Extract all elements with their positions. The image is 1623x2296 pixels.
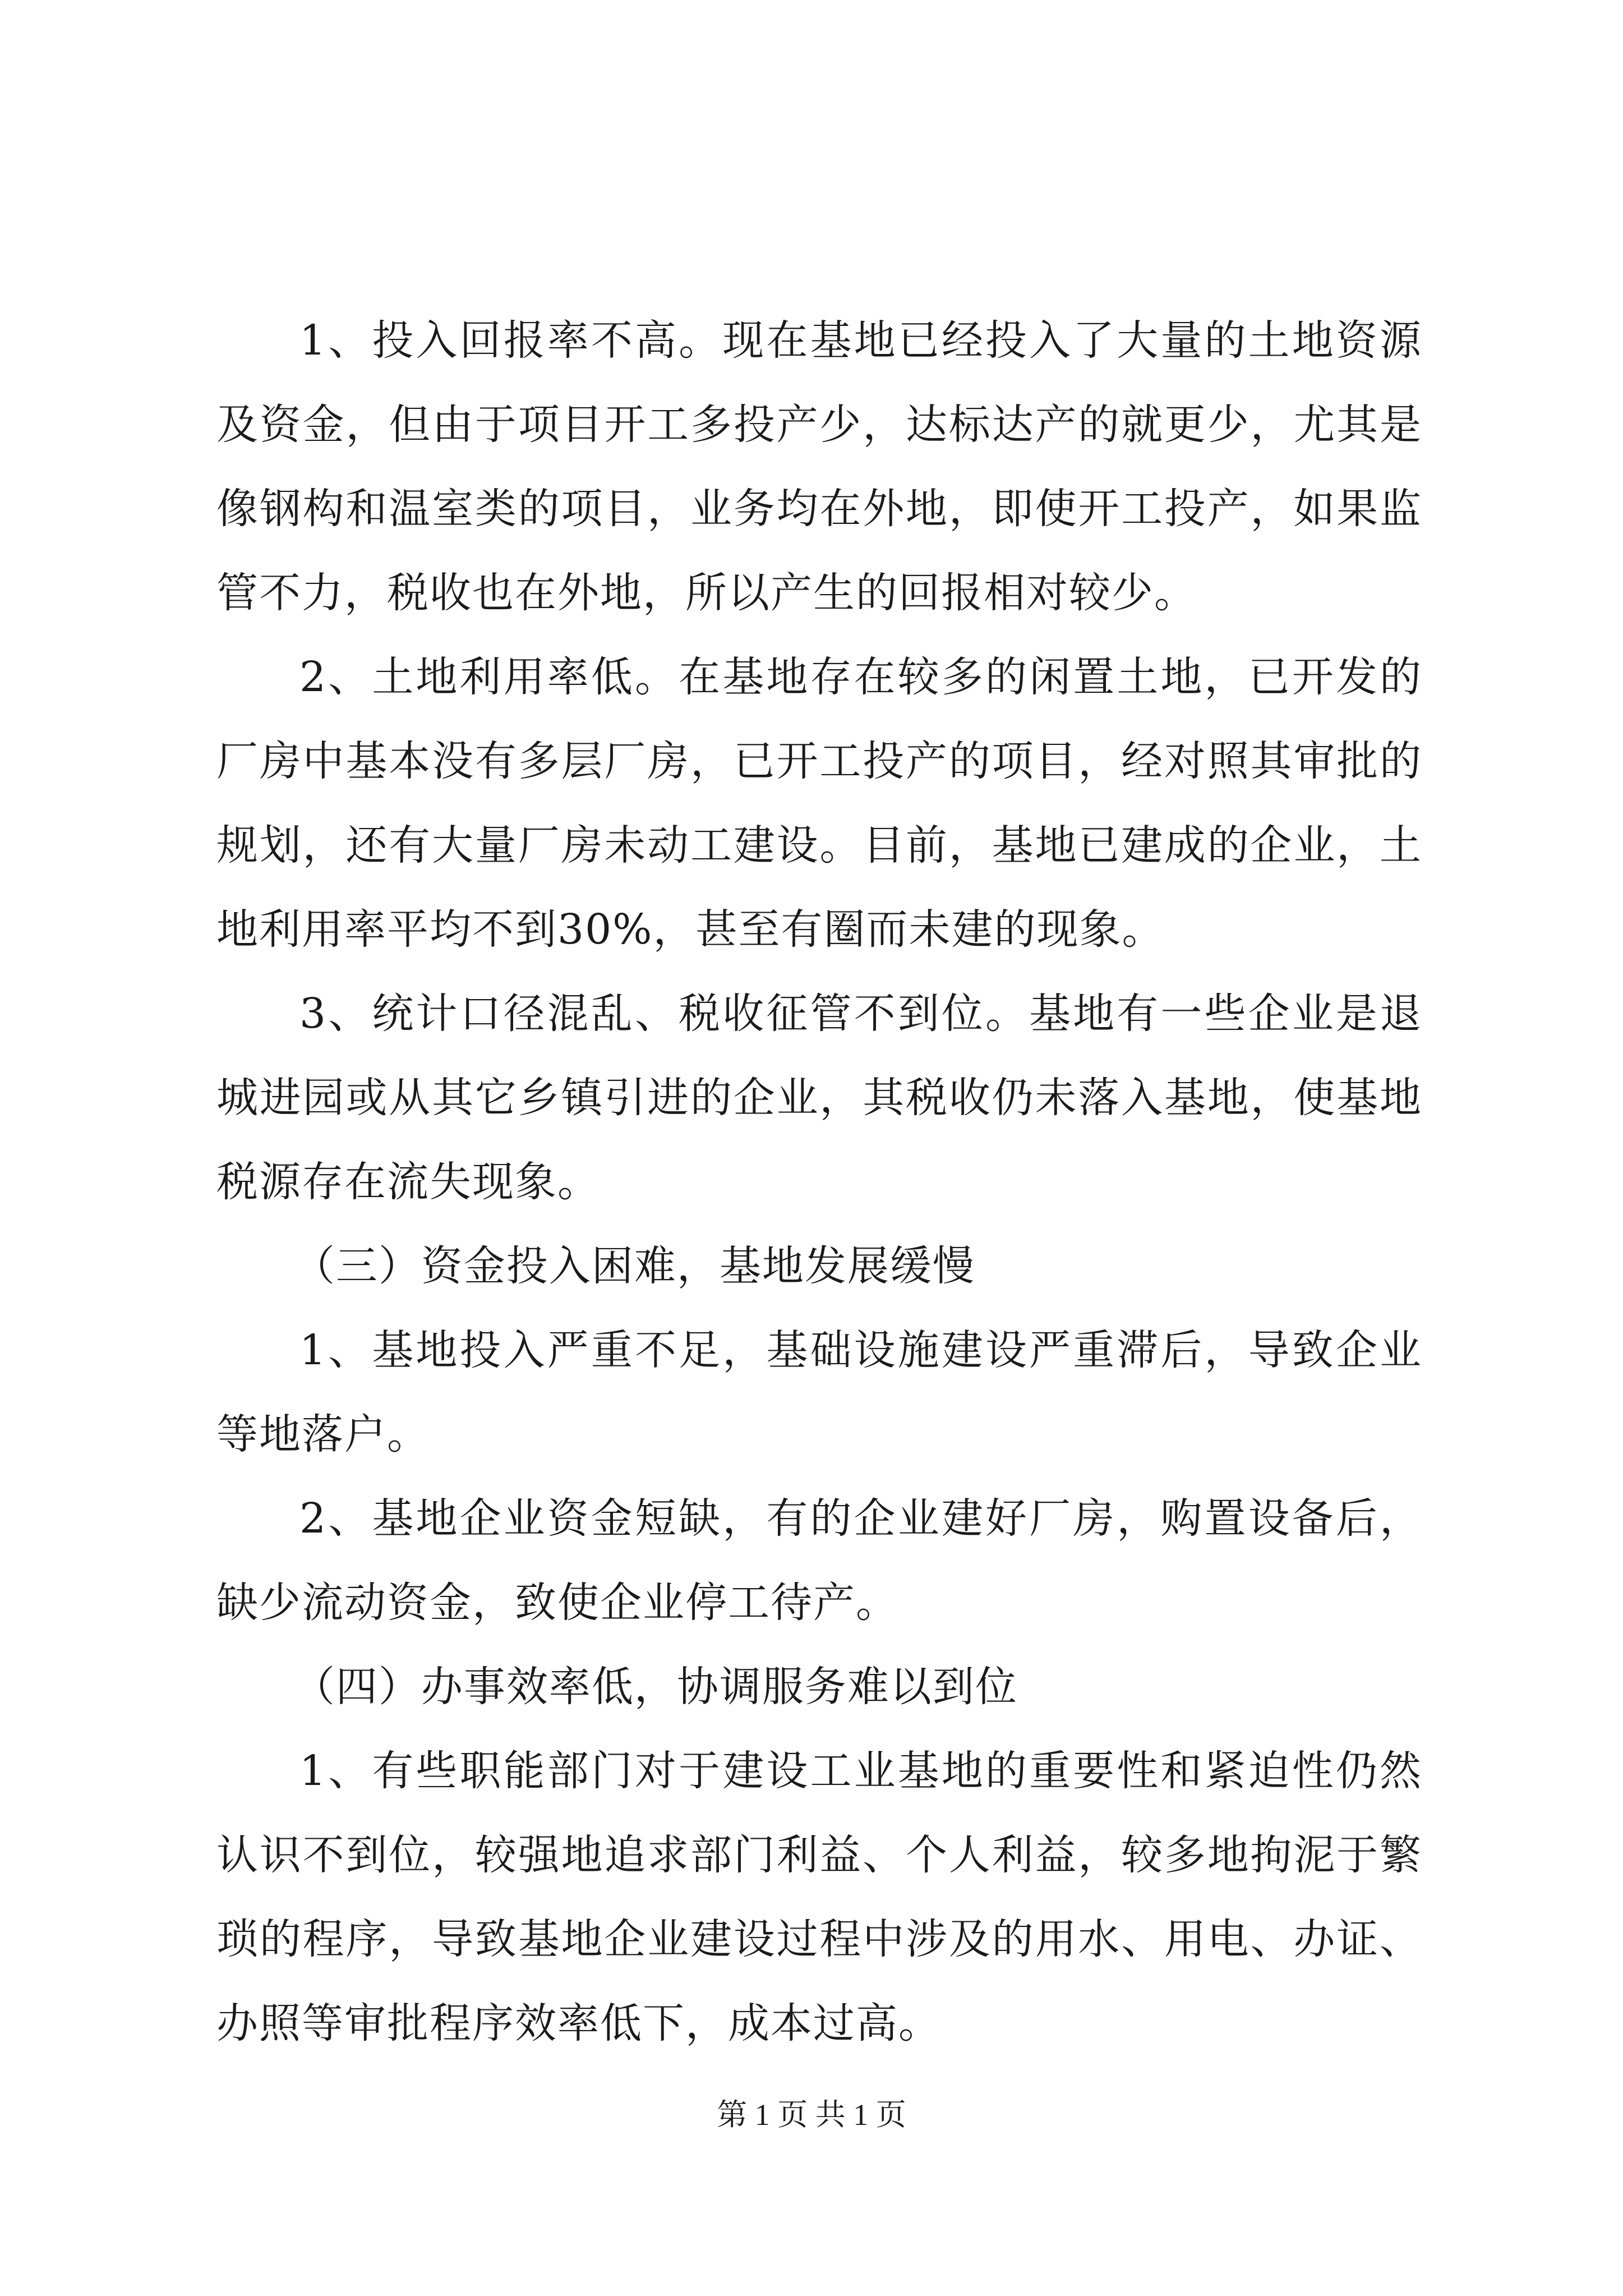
paragraph-insufficient-investment: 1、基地投入严重不足，基础设施建设严重滞后，导致企业等地落户。: [216, 1326, 1422, 1458]
paragraph-investment-return: 1、投入回报率不高。现在基地已经投入了大量的土地资源及资金，但由于项目开工多投产少，达标达产的就更少，尤其是像钢构和温室类的项目，业务均在外地，即使开工投产，如果监管不力，税收也在外地，所以产生的回报相对较少。: [216, 316, 1422, 617]
paragraph-department-awareness: 1、有些职能部门对于建设工业基地的重要性和紧迫性仍然认识不到位，较强地追求部门利益、个人利益，较多地拘泥于繁琐的程序，导致基地企业建设过程中涉及的用水、用电、办证、办照等审批程序效率低下，成本过高。: [216, 1747, 1422, 2047]
document-body: [216, 298, 1422, 2065]
section-heading-efficiency: （四）办事效率低，协调服务难以到位: [293, 1663, 1018, 1711]
paragraph-capital-shortage: 2、基地企业资金短缺，有的企业建好厂房，购置设备后，缺少流动资金，致使企业停工待产。: [216, 1494, 1422, 1627]
paragraph-land-utilization: 2、土地利用率低。在基地存在较多的闲置土地，已开发的厂房中基本没有多层厂房，已开工投产的项目，经对照其审批的规划，还有大量厂房未动工建设。目前，基地已建成的企业，土地利用率平均不到30%，甚至有圈而未建的现象。: [216, 653, 1422, 954]
page-footer: 第 1 页 共 1 页: [717, 2098, 906, 2132]
paragraph-tax-collection: 3、统计口径混乱、税收征管不到位。基地有一些企业是退城进园或从其它乡镇引进的企业，其税收仍未落入基地，使基地税源存在流失现象。: [216, 990, 1422, 1206]
section-heading-funding: （三）资金投入困难，基地发展缓慢: [293, 1242, 975, 1290]
